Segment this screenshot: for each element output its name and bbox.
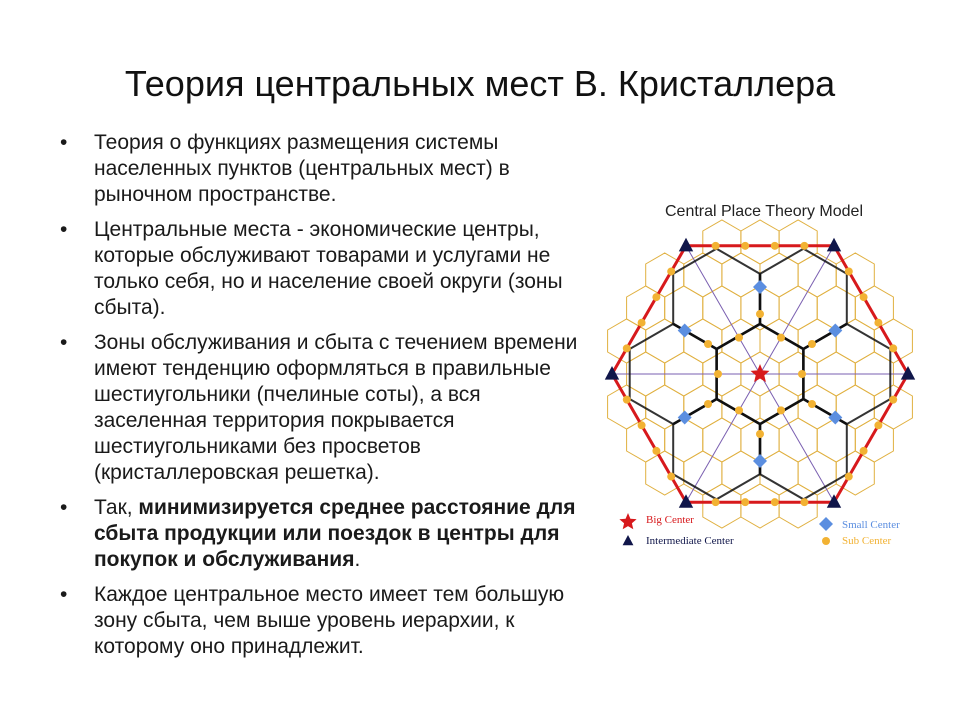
central-place-diagram	[594, 196, 934, 556]
sub-center-marker	[777, 334, 785, 342]
sub-center-marker	[714, 370, 722, 378]
bullet-marker: •	[60, 496, 68, 519]
sub-center-marker	[860, 293, 868, 301]
sub-center-marker	[777, 406, 785, 414]
sub-center-marker	[735, 334, 743, 342]
bullet-list	[58, 130, 598, 669]
sub-hex	[779, 220, 817, 264]
sub-center-marker	[756, 430, 764, 438]
small-center-marker	[828, 411, 842, 425]
bullet-item	[58, 217, 598, 321]
sub-hex	[665, 418, 703, 462]
sub-center-marker	[638, 421, 646, 429]
sub-hex	[760, 451, 798, 495]
sub-center-marker	[652, 447, 660, 455]
legend-small-diamond	[819, 517, 833, 531]
sub-center-marker	[808, 400, 816, 408]
small-center-marker	[753, 454, 767, 468]
sub-center-marker	[756, 310, 764, 318]
sub-center-marker	[704, 340, 712, 348]
bullet-text: Центральные места - экономические центры, которые обслуживают товарами и услугами не только себя, но и население своей округи (зоны сбыта).	[94, 218, 563, 319]
sub-hex	[760, 253, 798, 297]
sub-hex	[703, 484, 741, 528]
big-center-marker	[751, 364, 770, 382]
sub-hex	[817, 286, 855, 330]
sub-center-marker	[704, 400, 712, 408]
bullet-item	[58, 582, 598, 660]
small-center-marker	[828, 324, 842, 338]
sub-center-marker	[623, 396, 631, 404]
sub-center-marker	[623, 344, 631, 352]
figure-title: Central Place Theory Model	[664, 203, 864, 220]
legend-sub-dot	[822, 537, 830, 545]
bullet-text: Зоны обслуживания и сбыта с течением времени имеют тенденцию оформляться в правильные шестиугольники (пчелиные соты), а вся заселенная территория покрывается шестиугольниками без просветов (кристаллеровская решетка).	[94, 331, 578, 484]
sub-center-marker	[800, 242, 808, 250]
bullet-item	[58, 495, 598, 573]
legend-sub-center: Sub Center	[842, 535, 892, 547]
small-center-marker	[753, 280, 767, 294]
legend-big-center: Big Center	[646, 514, 694, 526]
sub-hex	[741, 484, 779, 528]
sub-hex	[741, 220, 779, 264]
sub-center-marker	[667, 473, 675, 481]
sub-hex	[722, 451, 760, 495]
sub-hex	[779, 484, 817, 528]
bullet-text: Каждое центральное место имеет тем большую зону сбыта, чем выше уровень иерархии, к которому оно принадлежит.	[94, 583, 565, 658]
connection-line	[686, 246, 760, 374]
sub-center-marker	[798, 370, 806, 378]
sub-center-marker	[889, 396, 897, 404]
sub-center-marker	[741, 498, 749, 506]
sub-center-marker	[712, 498, 720, 506]
sub-center-marker	[667, 267, 675, 275]
sub-center-marker	[874, 319, 882, 327]
legend-small-center: Small Center	[842, 519, 900, 531]
small-center-marker	[678, 411, 692, 425]
sub-center-marker	[652, 293, 660, 301]
sub-hex	[665, 286, 703, 330]
bullet-marker: •	[60, 331, 68, 354]
sub-center-marker	[808, 340, 816, 348]
connection-line	[760, 246, 834, 374]
bullet-text: минимизируется среднее расстояние для сбыта продукции или поездок в центры для покупок и обслуживания	[94, 496, 576, 571]
sub-center-marker	[889, 344, 897, 352]
bullet-item	[58, 330, 598, 486]
sub-center-marker	[845, 267, 853, 275]
sub-center-marker	[741, 242, 749, 250]
sub-center-marker	[874, 421, 882, 429]
bullet-text: .	[354, 548, 361, 571]
small-center-marker	[678, 324, 692, 338]
bullet-item	[58, 130, 598, 208]
sub-hex	[722, 253, 760, 297]
sub-center-marker	[860, 447, 868, 455]
slide-title: Теория центральных мест В. Кристаллера	[124, 63, 836, 104]
sub-center-marker	[712, 242, 720, 250]
sub-center-marker	[735, 406, 743, 414]
sub-center-marker	[845, 473, 853, 481]
bullet-text: Так,	[94, 496, 139, 519]
sub-center-marker	[771, 242, 779, 250]
legend-intermediate-center: Intermediate Center	[646, 535, 734, 547]
bullet-marker: •	[60, 583, 68, 606]
legend-intermediate-triangle	[623, 535, 634, 545]
legend-big-star	[619, 513, 636, 529]
sub-center-marker	[800, 498, 808, 506]
connection-line	[686, 374, 760, 502]
sub-center-marker	[638, 319, 646, 327]
sub-hex	[817, 418, 855, 462]
bullet-marker: •	[60, 218, 68, 241]
sub-hex	[703, 220, 741, 264]
sub-center-marker	[771, 498, 779, 506]
bullet-text: Теория о функциях размещения системы населенных пунктов (центральных мест) в рыночном пространстве.	[94, 131, 510, 206]
connection-line	[760, 374, 834, 502]
bullet-marker: •	[60, 131, 68, 154]
